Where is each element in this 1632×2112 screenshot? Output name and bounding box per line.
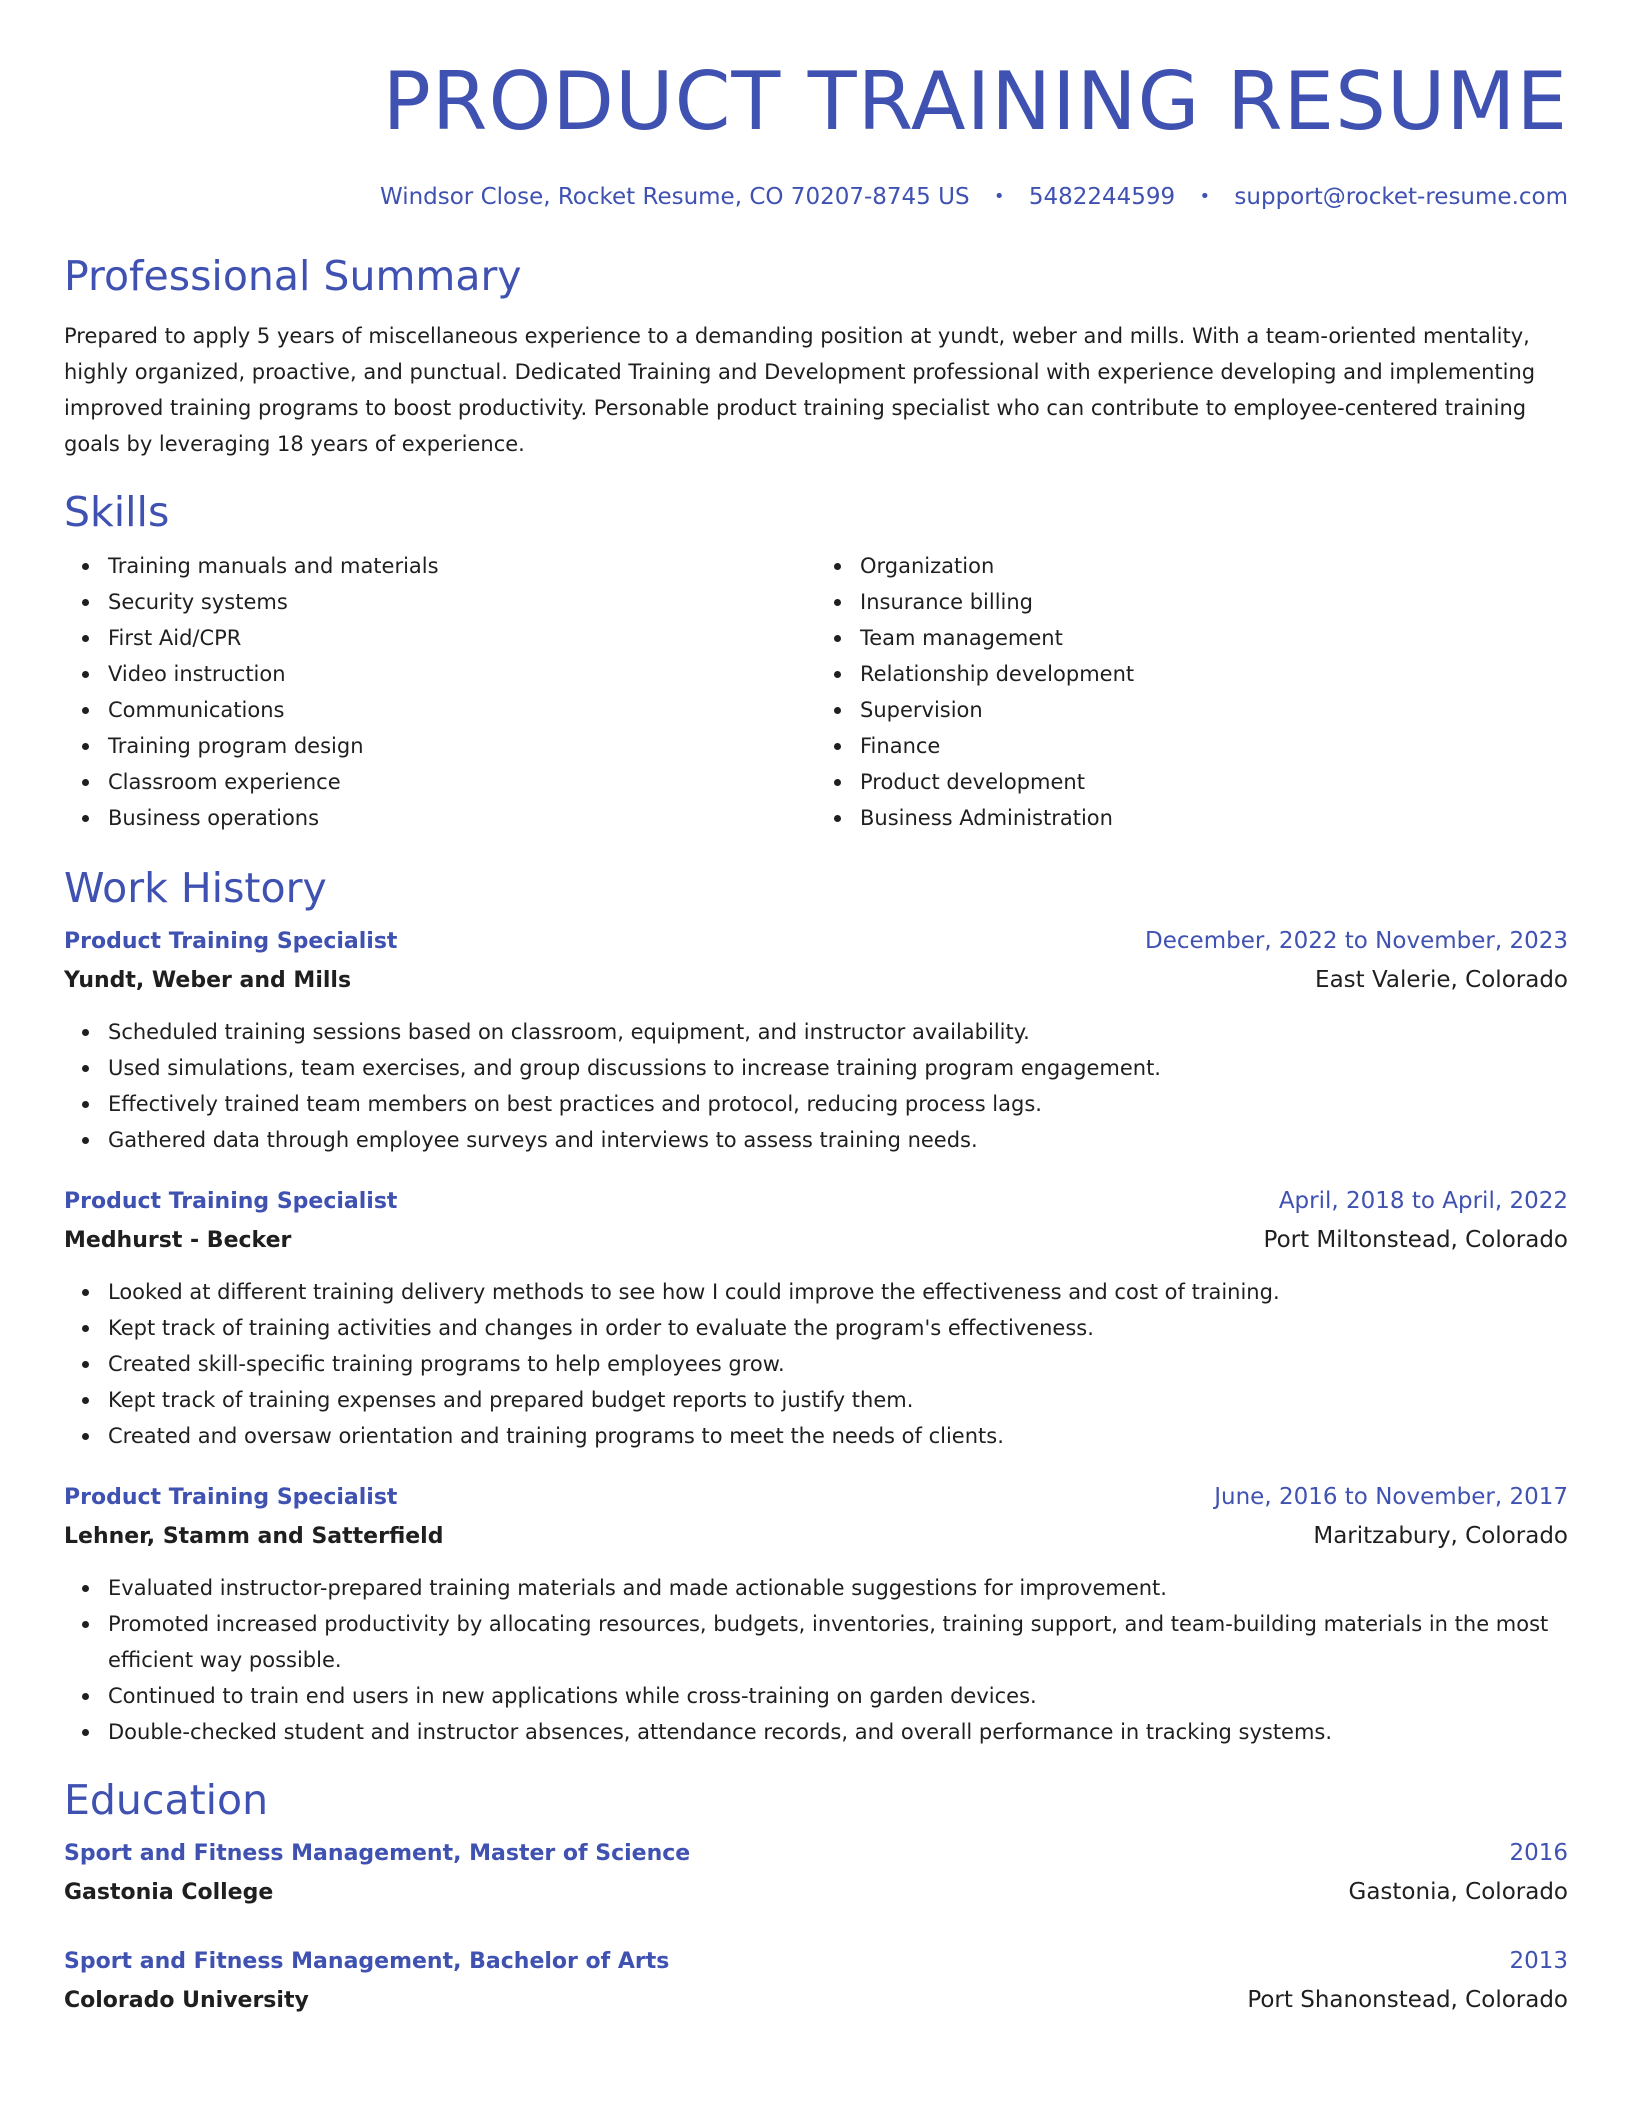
- education-degree: Sport and Fitness Management, Master of Science: [64, 1841, 691, 1866]
- education-school: Gastonia College: [64, 1880, 274, 1905]
- contact-phone[interactable]: 5482244599: [1028, 184, 1176, 210]
- job-bullet: Looked at different training delivery methods to see how I could improve the effectiveness and cost of training.: [108, 1274, 1568, 1310]
- job-bullet: Created and oversaw orientation and training programs to meet the needs of clients.: [108, 1418, 1568, 1454]
- job-company-row: [64, 1221, 1568, 1260]
- skill-item: Insurance billing: [860, 584, 1568, 620]
- job-bullet: Continued to train end users in new applications while cross-training on garden devices.: [108, 1678, 1568, 1714]
- job-company: Yundt, Weber and Mills: [64, 968, 352, 993]
- education-school: Colorado University: [64, 1988, 309, 2013]
- education-heading: Education: [64, 1776, 269, 1824]
- job-location: Maritzabury, Colorado: [1313, 1523, 1568, 1549]
- job-bullet: Created skill-specific training programs to help employees grow.: [108, 1346, 1568, 1382]
- job-location: Port Miltonstead, Colorado: [1263, 1227, 1568, 1253]
- job-dates: December, 2022 to November, 2023: [1145, 928, 1568, 954]
- skill-item: Supervision: [860, 692, 1568, 728]
- summary-text: Prepared to apply 5 years of miscellaneous experience to a demanding position at yundt, weber and mills. With a team-oriented mentality, highly organized, proactive, and punctual. Dedicated Training and Development professional with experience developing and implementing improved training programs to boost productivity. Personable product training specialist who can contribute to employee-centered training goals by leveraging 18 years of experience.: [64, 324, 1536, 456]
- education-header-row: [64, 1834, 1568, 1873]
- summary-heading: Professional Summary: [64, 252, 522, 300]
- skills-heading: Skills: [64, 488, 170, 536]
- skills-list-left: [64, 548, 816, 836]
- skill-item: Product development: [860, 764, 1568, 800]
- job-entry: [64, 1182, 1568, 1454]
- job-dates: June, 2016 to November, 2017: [1214, 1484, 1568, 1510]
- contact-address: Windsor Close, Rocket Resume, CO 70207-8745 US: [379, 184, 970, 210]
- job-company-row: [64, 961, 1568, 1000]
- job-bullets: [64, 1014, 1568, 1158]
- job-dates: April, 2018 to April, 2022: [1278, 1188, 1568, 1214]
- education-year: 2016: [1509, 1840, 1568, 1866]
- skill-item: Classroom experience: [108, 764, 816, 800]
- job-header-row: [64, 1478, 1568, 1517]
- job-bullet: Promoted increased productivity by allocating resources, budgets, inventories, training support, and team-building materials in the most efficient way possible.: [108, 1606, 1568, 1678]
- job-title: Product Training Specialist: [64, 1485, 398, 1510]
- job-header-row: [64, 1182, 1568, 1221]
- job-bullet: Double-checked student and instructor absences, attendance records, and overall performance in tracking systems.: [108, 1714, 1568, 1750]
- skill-item: Training program design: [108, 728, 816, 764]
- education-year: 2013: [1509, 1948, 1568, 1974]
- education-entry: [64, 1942, 1568, 2020]
- education-school-row: [64, 1981, 1568, 2020]
- education-degree: Sport and Fitness Management, Bachelor of Arts: [64, 1949, 670, 1974]
- skill-item: Organization: [860, 548, 1568, 584]
- skill-item: Communications: [108, 692, 816, 728]
- education-location: Gastonia, Colorado: [1348, 1879, 1568, 1905]
- skill-item: Finance: [860, 728, 1568, 764]
- job-header-row: [64, 922, 1568, 961]
- job-bullet: Evaluated instructor-prepared training materials and made actionable suggestions for improvement.: [108, 1570, 1568, 1606]
- job-bullet: Gathered data through employee surveys and interviews to assess training needs.: [108, 1122, 1568, 1158]
- skill-item: Team management: [860, 620, 1568, 656]
- skill-item: First Aid/CPR: [108, 620, 816, 656]
- skill-item: Security systems: [108, 584, 816, 620]
- education-entry: [64, 1834, 1568, 1912]
- job-location: East Valerie, Colorado: [1315, 967, 1568, 993]
- skill-item: Training manuals and materials: [108, 548, 816, 584]
- job-bullet: Used simulations, team exercises, and group discussions to increase training program engagement.: [108, 1050, 1568, 1086]
- work-history-heading: Work History: [64, 864, 327, 912]
- skill-item: Relationship development: [860, 656, 1568, 692]
- contact-email[interactable]: support@rocket-resume.com: [1234, 184, 1568, 210]
- job-company: Lehner, Stamm and Satterfield: [64, 1524, 444, 1549]
- education-location: Port Shanonstead, Colorado: [1247, 1987, 1568, 2013]
- education-header-row: [64, 1942, 1568, 1981]
- job-company-row: [64, 1517, 1568, 1556]
- education-school-row: [64, 1873, 1568, 1912]
- resume-title: PRODUCT TRAINING RESUME: [382, 55, 1568, 148]
- contact-line: [64, 182, 1568, 212]
- job-bullet: Kept track of training activities and changes in order to evaluate the program's effectiveness.: [108, 1310, 1568, 1346]
- skills-grid: [64, 548, 1568, 836]
- skills-list-right: [816, 548, 1568, 836]
- skill-item: Video instruction: [108, 656, 816, 692]
- job-bullets: [64, 1274, 1568, 1454]
- skill-item: Business operations: [108, 800, 816, 836]
- job-title: Product Training Specialist: [64, 1189, 398, 1214]
- job-bullet: Scheduled training sessions based on classroom, equipment, and instructor availability.: [108, 1014, 1568, 1050]
- job-title: Product Training Specialist: [64, 929, 398, 954]
- job-bullet: Kept track of training expenses and prepared budget reports to justify them.: [108, 1382, 1568, 1418]
- job-company: Medhurst - Becker: [64, 1228, 292, 1253]
- job-bullets: [64, 1570, 1568, 1750]
- job-entry: [64, 922, 1568, 1158]
- skill-item: Business Administration: [860, 800, 1568, 836]
- job-entry: [64, 1478, 1568, 1750]
- job-bullet: Effectively trained team members on best practices and protocol, reducing process lags.: [108, 1086, 1568, 1122]
- contact-separator: •: [993, 186, 1005, 207]
- contact-separator: •: [1199, 186, 1211, 207]
